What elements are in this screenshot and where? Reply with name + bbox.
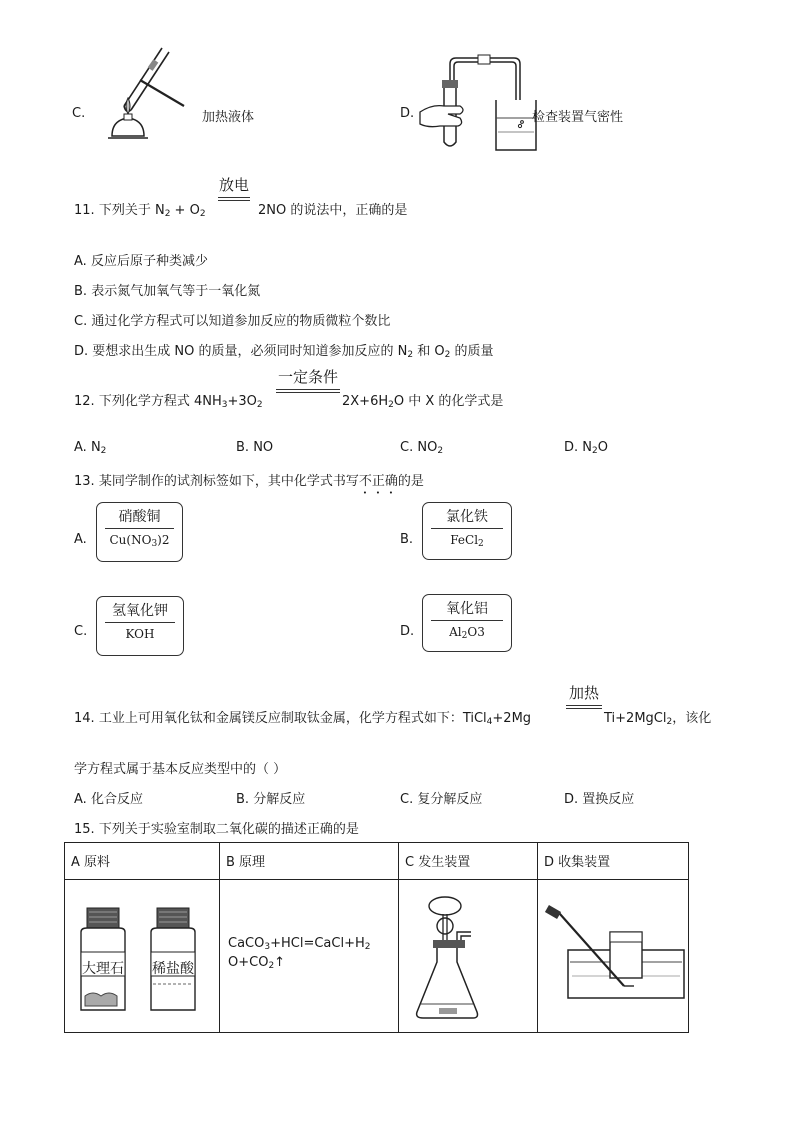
q12-option-a-formula: N xyxy=(90,440,101,455)
q14-stem-product: Ti+2MgCl xyxy=(604,711,667,726)
q11-option-a-text: 反应后原子种类减少 xyxy=(90,254,208,269)
q11-stem-product: 2NO 的说法中，正确的是 xyxy=(258,203,408,218)
reagent-label-c xyxy=(96,596,184,656)
q12-stem-mid: +3O xyxy=(227,394,257,409)
q11-double-line xyxy=(218,197,250,201)
q12-option-b-letter: B. xyxy=(236,440,250,455)
q11-condition-label: 放电 xyxy=(218,176,249,194)
q15-equation xyxy=(220,880,398,972)
q12-reaction-condition xyxy=(276,368,340,393)
q14-stem-post xyxy=(604,707,711,726)
q12-double-line xyxy=(276,389,340,393)
q12-option-c-formula: NO xyxy=(417,440,438,455)
q12-stem-pre: 下列化学方程式 4NH xyxy=(98,394,222,409)
q13-stem-b: 的是 xyxy=(397,474,424,489)
q12-condition-label: 一定条件 xyxy=(277,368,338,386)
q13-option-b-letter: B. xyxy=(400,532,414,547)
reagent-label-d-formula-post: O3 xyxy=(467,625,485,639)
q14-ticl4-subscript: 4 xyxy=(486,717,493,727)
q10-option-d-letter: D. xyxy=(400,106,415,121)
q15-stem xyxy=(74,818,359,837)
q15-header-a: A 原料 xyxy=(71,855,111,870)
reagent-label-b xyxy=(422,502,512,560)
q14-option-b-text: 分解反应 xyxy=(253,792,306,807)
reagent-label-d-formula-sub: 2 xyxy=(461,631,468,641)
q15-equation-caco3: CaCO xyxy=(228,936,265,951)
q14-reaction-condition xyxy=(566,684,602,709)
q13-stem xyxy=(74,470,424,497)
q11-option-d-o2-subscript: 2 xyxy=(444,350,451,360)
reagent-label-c-name: 氢氧化钾 xyxy=(112,603,168,619)
q11-reaction-condition xyxy=(218,176,250,201)
q15-header-b: B 原理 xyxy=(226,855,266,870)
q11-number: 11. xyxy=(74,203,95,218)
q14-stem-line2: 学方程式属于基本反应类型中的（ ） xyxy=(74,762,287,777)
heating-liquid-illustration xyxy=(104,40,188,148)
q11-option-d-text: 要想求出生成 NO 的质量，必须同时知道参加反应的 N xyxy=(92,344,408,359)
q14-option-d xyxy=(564,788,634,807)
q15-header-d: D 收集装置 xyxy=(544,855,611,870)
q14-mgcl2-subscript: 2 xyxy=(666,717,673,727)
q14-stem-mid: +2Mg xyxy=(492,711,532,726)
q11-option-c-letter: C. xyxy=(74,314,88,329)
q15-header-c: C 发生装置 xyxy=(405,855,471,870)
q13-number: 13. xyxy=(74,474,95,489)
q15-options-table xyxy=(64,842,689,1033)
q15-cell-c xyxy=(399,880,538,1033)
reagent-label-d-formula xyxy=(423,623,511,641)
q14-option-d-letter: D. xyxy=(564,792,579,807)
q15-equation-caco3-subscript: 3 xyxy=(264,942,271,952)
reagent-label-a-formula-pre: Cu(NO xyxy=(109,533,152,547)
q10-option-c-text: 加热液体 xyxy=(202,110,255,125)
reagent-label-d-formula-pre: Al xyxy=(449,625,462,639)
reagent-label-d xyxy=(422,594,512,652)
q12-stem xyxy=(74,390,263,409)
q11-option-a-letter: A. xyxy=(74,254,87,269)
reagent-label-a-formula-sub: 3 xyxy=(151,539,158,549)
q12-stem-post-a: 2X+6H xyxy=(342,394,389,409)
bottle-label-dilute-hcl: 稀盐酸 xyxy=(152,961,194,977)
q14-number: 14. xyxy=(74,711,95,726)
q15-cell-d xyxy=(538,880,689,1033)
reagent-label-a-formula xyxy=(97,531,182,549)
q12-option-c-letter: C. xyxy=(400,440,414,455)
reagent-label-a xyxy=(96,502,183,562)
q11-option-d xyxy=(74,340,494,359)
q15-equation-mid: +HCl=CaCl+H xyxy=(270,936,365,951)
q11-o2-subscript: 2 xyxy=(199,209,206,219)
reagent-label-d-divider xyxy=(431,620,503,621)
q12-option-c-subscript: 2 xyxy=(437,446,444,456)
q14-option-b xyxy=(236,788,305,807)
q14-stem xyxy=(74,707,531,726)
q12-number: 12. xyxy=(74,394,95,409)
bottle-label-marble: 大理石 xyxy=(82,961,124,977)
q14-option-a-letter: A. xyxy=(74,792,87,807)
q12-nh3-subscript: 3 xyxy=(221,400,228,410)
q15-content-row xyxy=(65,880,689,1033)
q11-n2-subscript: 2 xyxy=(164,209,171,219)
reagent-label-b-name: 氯化铁 xyxy=(446,509,488,525)
q12-option-c xyxy=(400,440,443,455)
q11-stem-plus: + O xyxy=(170,203,200,218)
q12-h2o-subscript: 2 xyxy=(388,400,394,410)
airtightness-check-illustration xyxy=(418,40,538,156)
q13-stem-emphasis: 不正确 xyxy=(358,474,398,489)
q15-stem-text: 下列关于实验室制取二氧化碳的描述正确的是 xyxy=(98,822,359,837)
q15-equation-line2 xyxy=(228,953,398,972)
q15-equation-gas-arrow: ↑ xyxy=(274,955,286,970)
q15-cell-a xyxy=(65,880,220,1033)
q12-stem-post-b: O 中 X 的化学式是 xyxy=(393,394,504,409)
q15-header-row xyxy=(65,843,689,880)
q10-option-c-letter: C. xyxy=(72,106,86,121)
q11-option-b xyxy=(74,280,260,299)
q15-cell-b xyxy=(220,880,399,1033)
q12-option-b xyxy=(236,440,273,455)
q11-stem xyxy=(74,199,206,218)
q11-option-d-letter: D. xyxy=(74,344,89,359)
q14-option-d-text: 置换反应 xyxy=(582,792,635,807)
q14-option-a xyxy=(74,788,143,807)
reagent-label-a-formula-post: )2 xyxy=(157,533,170,547)
q11-option-a xyxy=(74,250,208,269)
q14-double-line xyxy=(566,705,602,709)
q10-option-d-text: 检查装置气密性 xyxy=(532,110,624,125)
q14-option-a-text: 化合反应 xyxy=(90,792,143,807)
gas-collection-illustration xyxy=(538,880,688,1028)
q11-option-d-tail: 的质量 xyxy=(450,344,494,359)
reagent-label-b-formula-sub: 2 xyxy=(478,539,484,549)
q12-option-a xyxy=(74,440,106,455)
q14-option-c xyxy=(400,788,482,807)
q12-o2-subscript: 2 xyxy=(256,400,263,410)
q11-stem-pre: 下列关于 N xyxy=(98,203,165,218)
reagent-label-c-formula: KOH xyxy=(125,627,155,641)
q12-option-d-formula: N xyxy=(582,440,593,455)
q12-option-d-subscript: 2 xyxy=(592,446,598,456)
reagent-label-c-divider xyxy=(105,622,175,623)
gas-generator-illustration xyxy=(399,880,537,1028)
q12-option-a-subscript: 2 xyxy=(100,446,107,456)
q15-equation-co2-subscript: 2 xyxy=(268,961,275,971)
q12-option-a-letter: A. xyxy=(74,440,87,455)
q13-option-a-letter: A. xyxy=(74,532,87,547)
q12-option-b-formula: NO xyxy=(253,440,274,455)
q14-option-c-letter: C. xyxy=(400,792,414,807)
q14-option-b-letter: B. xyxy=(236,792,250,807)
q11-option-d-mid: 和 O xyxy=(413,344,445,359)
q15-number: 15. xyxy=(74,822,95,837)
reagent-label-b-divider xyxy=(431,528,503,529)
reagent-label-b-formula-pre: FeCl xyxy=(450,533,479,547)
q11-option-d-n2-subscript: 2 xyxy=(407,350,414,360)
q11-option-b-text: 表示氮气加氧气等于一氧化氮 xyxy=(91,284,261,299)
q12-option-d-letter: D. xyxy=(564,440,579,455)
q14-stem-pre: 工业上可用氧化钛和金属镁反应制取钛金属，化学方程式如下：TiCl xyxy=(98,711,487,726)
q14-stem-tail: ，该化 xyxy=(672,711,712,726)
q15-equation-line1 xyxy=(228,934,398,953)
q15-equation-h2o-subscript: 2 xyxy=(364,942,371,952)
q11-option-b-letter: B. xyxy=(74,284,88,299)
q15-equation-co2: O+CO xyxy=(228,955,269,970)
q14-condition-label: 加热 xyxy=(568,684,599,702)
q11-option-c xyxy=(74,310,390,329)
q13-option-d-letter: D. xyxy=(400,624,415,639)
q12-stem-post xyxy=(342,390,503,409)
reagent-label-b-formula xyxy=(423,531,511,549)
q11-option-c-text: 通过化学方程式可以知道参加反应的物质微粒个数比 xyxy=(91,314,391,329)
q13-option-c-letter: C. xyxy=(74,624,88,639)
reagent-label-d-name: 氧化铝 xyxy=(446,601,488,617)
q12-option-d xyxy=(564,440,608,455)
q14-option-c-text: 复分解反应 xyxy=(417,792,483,807)
reagent-label-a-divider xyxy=(105,528,174,529)
q12-option-d-post: O xyxy=(597,440,608,455)
reagent-label-a-name: 硝酸铜 xyxy=(118,509,161,525)
q13-stem-a: 某同学制作的试剂标签如下，其中化学式书写 xyxy=(98,474,359,489)
